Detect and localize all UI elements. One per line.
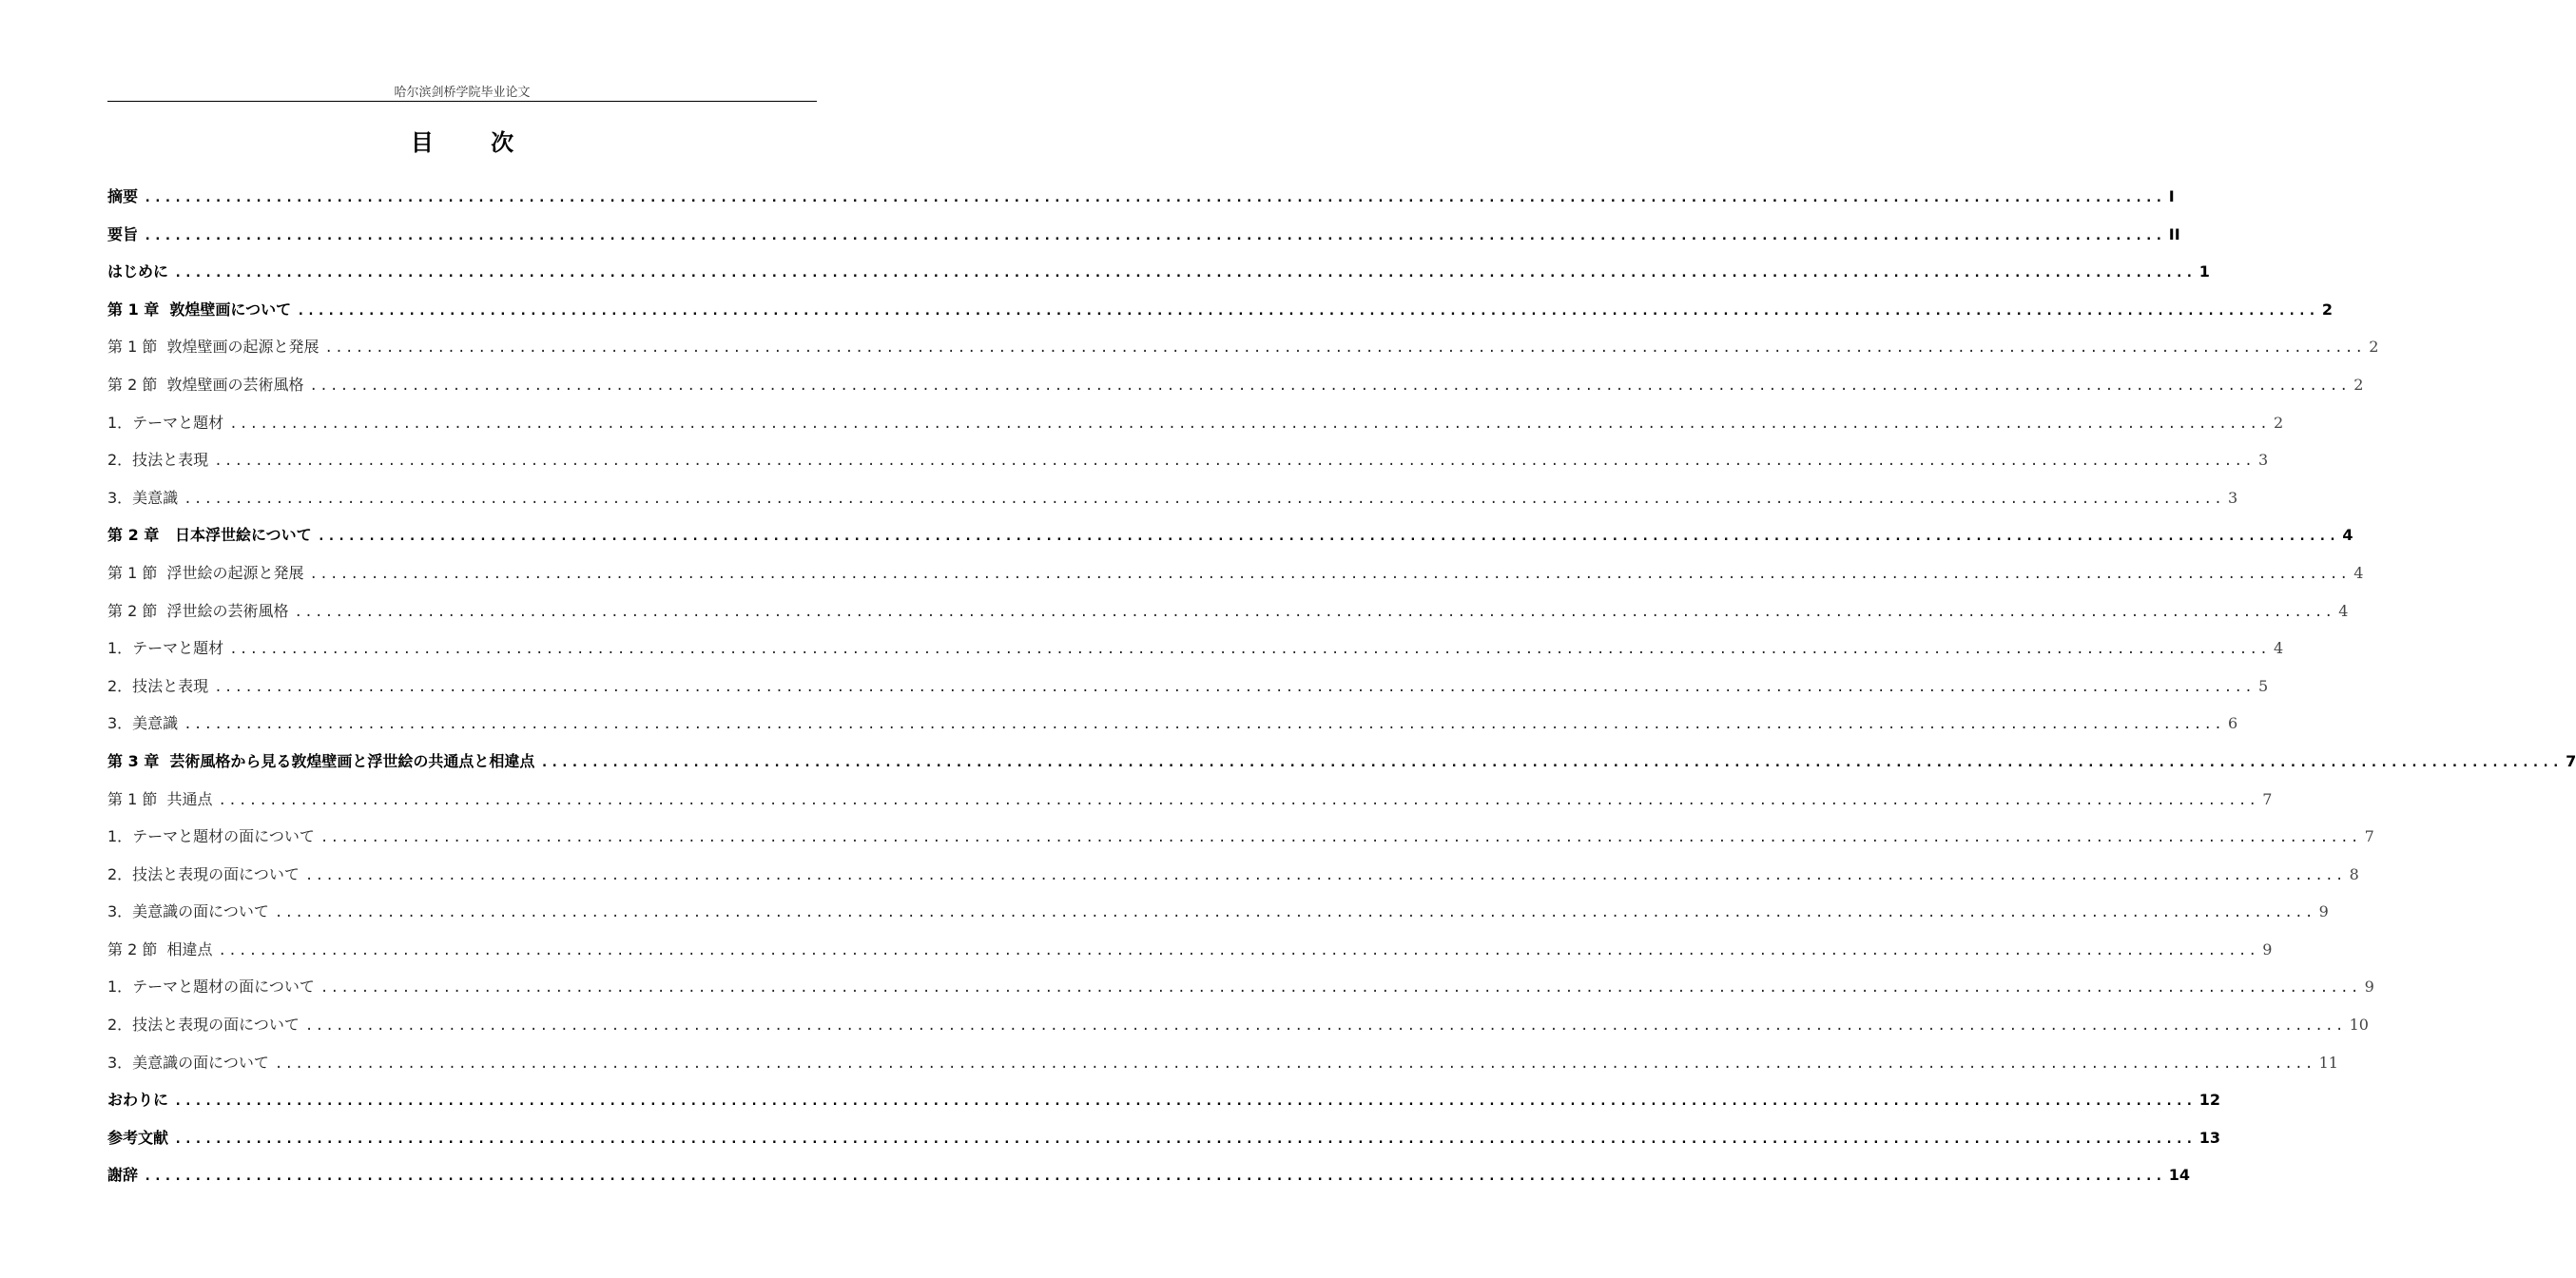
toc-entry-page-number: I bbox=[2168, 187, 2175, 205]
dot-leader: ........................................................................................................................................................................................................ bbox=[214, 454, 2255, 470]
dot-leader: ........................................................................................................................................................................................................ bbox=[229, 642, 2270, 658]
toc-entry-label: 1．テーマと題材 bbox=[107, 413, 224, 432]
toc-entry-page-number: 2 bbox=[2369, 338, 2379, 357]
dot-leader: ........................................................................................................................................................................................................ bbox=[214, 679, 2255, 695]
toc-entry-label: 第 1 節 共通点 bbox=[107, 789, 213, 808]
toc-entry-label: 第 1 節 敦煌壁画の起源と発展 bbox=[107, 338, 320, 357]
toc-entry[interactable] bbox=[107, 862, 2359, 900]
toc-entry[interactable] bbox=[107, 938, 2273, 976]
toc-entry-page-number: 1 bbox=[2198, 262, 2210, 281]
toc-entry-page-number: 2 bbox=[2353, 375, 2364, 394]
toc-entry[interactable] bbox=[107, 223, 2180, 261]
toc-entry-label: 2．技法と表現の面について bbox=[107, 1016, 300, 1035]
dot-leader: ........................................................................................................................................................................................................ bbox=[320, 980, 2361, 997]
toc-entry-page-number: 6 bbox=[2227, 714, 2238, 733]
dot-leader: ........................................................................................................................................................................................................ bbox=[304, 1018, 2346, 1035]
dot-leader: ........................................................................................................................................................................................................ bbox=[144, 190, 2165, 205]
toc-entry-label: 2．技法と表現 bbox=[107, 676, 209, 695]
toc-entry-label: はじめに bbox=[107, 262, 169, 281]
toc-entry[interactable] bbox=[107, 411, 2284, 449]
dot-leader: ........................................................................................................................................................................................................ bbox=[309, 566, 2351, 582]
toc-entry[interactable] bbox=[107, 1163, 2191, 1201]
toc-entry[interactable] bbox=[107, 674, 2269, 712]
toc-entry-label: 1．テーマと題材の面について bbox=[107, 978, 315, 997]
running-header: 哈尔滨剑桥学院毕业论文 bbox=[394, 86, 531, 100]
toc-entry[interactable] bbox=[107, 523, 2353, 561]
header-rule bbox=[107, 101, 817, 102]
dot-leader: ........................................................................................................................................................................................................ bbox=[229, 416, 2270, 432]
toc-entry[interactable] bbox=[107, 787, 2273, 825]
toc-entry[interactable] bbox=[107, 260, 2210, 298]
toc-entry-label: 1．テーマと題材 bbox=[107, 639, 224, 658]
toc-entry-label: 2．技法と表現の面について bbox=[107, 864, 300, 883]
toc-entry-page-number: 9 bbox=[2364, 978, 2374, 997]
toc-entry[interactable] bbox=[107, 1126, 2221, 1164]
toc-entry-page-number: 14 bbox=[2168, 1166, 2191, 1185]
toc-entry-page-number: 7 bbox=[2364, 827, 2374, 846]
dot-leader: ........................................................................................................................................................................................................ bbox=[218, 942, 2259, 958]
toc-entry-label: 第 2 節 相違点 bbox=[107, 939, 213, 958]
dot-leader: ........................................................................................................................................................................................................ bbox=[274, 905, 2315, 921]
dot-leader: ........................................................................................................................................................................................................ bbox=[304, 867, 2346, 883]
dot-leader: ........................................................................................................................................................................................................ bbox=[184, 491, 2224, 507]
toc-entry[interactable] bbox=[107, 900, 2329, 938]
dot-leader: ........................................................................................................................................................................................................ bbox=[274, 1055, 2315, 1072]
toc-entry-label: 第 1 章 敦煌壁画について bbox=[107, 300, 292, 319]
toc-entry[interactable] bbox=[107, 298, 2333, 336]
dot-leader: ........................................................................................................................................................................................................ bbox=[324, 340, 2366, 357]
toc-entry[interactable] bbox=[107, 486, 2238, 524]
toc-entry-label: 3．美意識 bbox=[107, 488, 179, 507]
toc-entry-page-number: 9 bbox=[2318, 902, 2329, 921]
dot-leader: ........................................................................................................................................................................................................ bbox=[174, 1094, 2196, 1110]
toc-entry-label: 要旨 bbox=[107, 224, 139, 243]
dot-leader: ........................................................................................................................................................................................................ bbox=[297, 302, 2318, 319]
toc-entry-page-number: 3 bbox=[2257, 451, 2269, 470]
toc-entry[interactable] bbox=[107, 1088, 2221, 1126]
toc-entry-label: おわりに bbox=[107, 1091, 169, 1110]
dot-leader: ........................................................................................................................................................................................................ bbox=[294, 604, 2335, 620]
toc-entry-page-number: 13 bbox=[2198, 1128, 2221, 1147]
toc-entry-page-number: 4 bbox=[2353, 563, 2364, 582]
toc-entry-page-number: 2 bbox=[2273, 413, 2284, 432]
page-title: 目 次 bbox=[410, 129, 539, 156]
toc-entry-label: 参考文献 bbox=[107, 1128, 169, 1147]
toc-entry[interactable] bbox=[107, 335, 2379, 373]
dot-leader: ........................................................................................................................................................................................................ bbox=[174, 1131, 2196, 1147]
toc-entry-page-number: 9 bbox=[2262, 939, 2273, 958]
toc-entry-page-number: 8 bbox=[2349, 864, 2359, 883]
dot-leader: ........................................................................................................................................................................................................ bbox=[317, 529, 2339, 545]
toc-entry-label: 第 2 節 敦煌壁画の芸術風格 bbox=[107, 375, 304, 394]
toc-entry-page-number: 4 bbox=[2338, 601, 2349, 620]
toc-entry-label: 摘要 bbox=[107, 187, 139, 205]
toc-entry-label: 2．技法と表現 bbox=[107, 451, 209, 470]
toc-entry[interactable] bbox=[107, 448, 2269, 486]
toc-entry-page-number: 3 bbox=[2227, 488, 2238, 507]
toc-entry[interactable] bbox=[107, 599, 2349, 637]
toc-entry-label: 3．美意識 bbox=[107, 714, 179, 733]
toc-entry[interactable] bbox=[107, 975, 2374, 1013]
dot-leader: ........................................................................................................................................................................................................ bbox=[218, 792, 2259, 808]
toc-entry[interactable] bbox=[107, 636, 2284, 674]
toc-entry-label: 3．美意識の面について bbox=[107, 902, 269, 921]
toc-entry-page-number: 2 bbox=[2321, 300, 2333, 319]
dot-leader: ........................................................................................................................................................................................................ bbox=[309, 378, 2351, 394]
toc-entry[interactable] bbox=[107, 824, 2374, 862]
toc-entry[interactable] bbox=[107, 749, 2576, 787]
toc-entry-page-number: 7 bbox=[2262, 789, 2273, 808]
dot-leader: ........................................................................................................................................................................................................ bbox=[184, 717, 2224, 733]
dot-leader: ........................................................................................................................................................................................................ bbox=[144, 227, 2165, 243]
toc-entry[interactable] bbox=[107, 373, 2364, 411]
toc-entry[interactable] bbox=[107, 184, 2175, 223]
toc-entry[interactable] bbox=[107, 561, 2364, 599]
toc-entry-page-number: 12 bbox=[2198, 1091, 2221, 1110]
toc-entry-page-number: 10 bbox=[2349, 1016, 2369, 1035]
dot-leader: ........................................................................................................................................................................................................ bbox=[174, 265, 2196, 281]
toc-entry-label: 謝辞 bbox=[107, 1166, 139, 1185]
toc-entry-page-number: 7 bbox=[2566, 751, 2576, 770]
dot-leader: ........................................................................................................................................................................................................ bbox=[320, 830, 2361, 846]
toc-entry-page-number: 4 bbox=[2342, 526, 2353, 545]
toc-entry-label: 第 3 章 芸術風格から見る敦煌壁画と浮世絵の共通点と相違点 bbox=[107, 751, 535, 770]
toc-entry[interactable] bbox=[107, 1013, 2369, 1051]
toc-entry[interactable] bbox=[107, 1051, 2338, 1089]
toc-entry[interactable] bbox=[107, 711, 2238, 749]
table-of-contents bbox=[107, 184, 2576, 1201]
toc-entry-page-number: II bbox=[2168, 224, 2180, 243]
toc-entry-label: 第 1 節 浮世絵の起源と発展 bbox=[107, 563, 304, 582]
toc-entry-label: 1．テーマと題材の面について bbox=[107, 827, 315, 846]
toc-entry-label: 第 2 章 日本浮世絵について bbox=[107, 526, 312, 545]
toc-entry-page-number: 11 bbox=[2318, 1053, 2338, 1072]
dot-leader: ........................................................................................................................................................................................................ bbox=[144, 1169, 2165, 1185]
toc-entry-page-number: 4 bbox=[2273, 639, 2284, 658]
toc-entry-label: 第 2 節 浮世絵の芸術風格 bbox=[107, 601, 289, 620]
toc-entry-label: 3．美意識の面について bbox=[107, 1053, 269, 1072]
dot-leader: ........................................................................................................................................................................................................ bbox=[540, 754, 2563, 770]
toc-entry-page-number: 5 bbox=[2257, 676, 2269, 695]
